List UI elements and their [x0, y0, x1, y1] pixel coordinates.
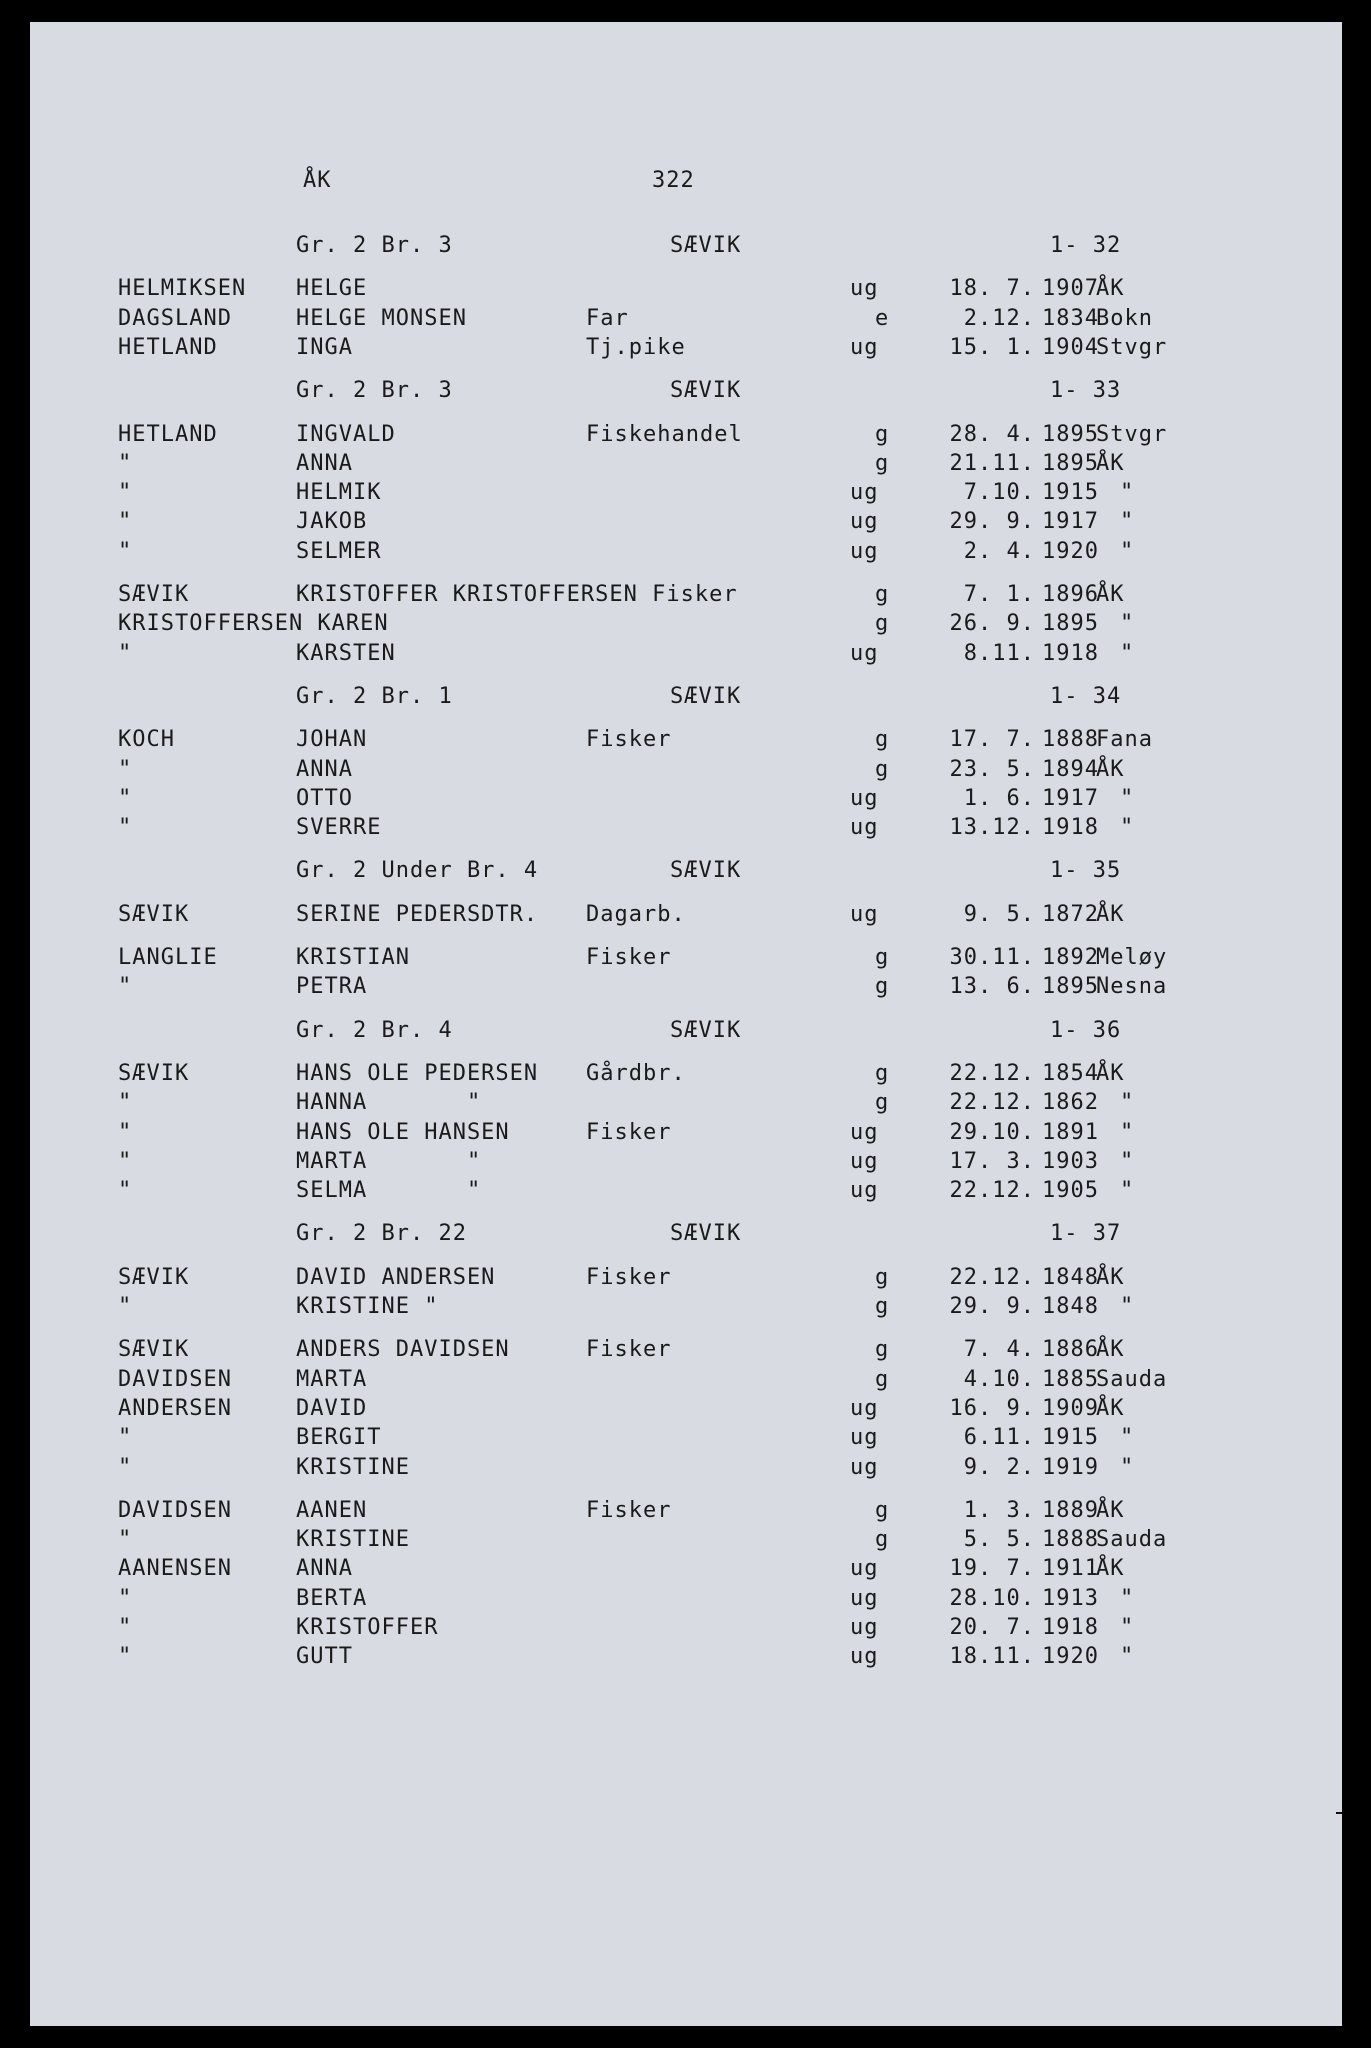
census-page	[30, 22, 1342, 2026]
person-row	[30, 1643, 1342, 1671]
birth-year: 1885	[1042, 1366, 1099, 1392]
birth-date: 15. 1.	[949, 334, 1035, 360]
birth-date: 17. 3.	[949, 1148, 1035, 1174]
marital-status: ug	[850, 785, 879, 811]
given-name: SELMA "	[296, 1178, 482, 1204]
marital-status: g	[875, 1337, 890, 1363]
surname: "	[118, 450, 133, 476]
person-row	[30, 1614, 1342, 1642]
surname: "	[118, 1454, 133, 1480]
surname: "	[118, 1119, 133, 1145]
section-ref: 1- 36	[1050, 1017, 1122, 1043]
occupation: Far	[586, 305, 629, 331]
birth-date: 13.12.	[949, 815, 1035, 841]
given-name: ANNA	[296, 1556, 353, 1582]
birth-place: ÅK	[1096, 1060, 1125, 1086]
person-row	[30, 1177, 1342, 1205]
birth-year: 1915	[1042, 480, 1099, 506]
given-name: HELMIK	[296, 480, 382, 506]
birth-place: Stvgr	[1096, 334, 1168, 360]
marital-status: ug	[850, 1178, 879, 1204]
birth-year: 1848	[1042, 1294, 1099, 1319]
birth-year: 1895	[1042, 450, 1099, 476]
marital-status: g	[875, 611, 890, 637]
surname: "	[118, 1148, 133, 1174]
given-name: KRISTINE	[296, 1454, 410, 1480]
given-name: HANS OLE HANSEN	[296, 1119, 510, 1145]
person-row	[30, 1293, 1342, 1321]
surname: "	[118, 815, 133, 841]
occupation: Dagarb.	[586, 901, 686, 927]
birth-date: 2.12.	[963, 305, 1035, 331]
birth-place: ÅK	[1096, 276, 1125, 302]
birth-date: 1. 6.	[963, 785, 1035, 811]
birth-place: ÅK	[1096, 1556, 1125, 1582]
surname: SÆVIK	[118, 582, 190, 607]
birth-place: Stvgr	[1096, 421, 1168, 447]
birth-place: ÅK	[1096, 450, 1125, 476]
given-name: BERTA	[296, 1585, 368, 1611]
person-row	[30, 1264, 1342, 1292]
birth-year: 1834	[1042, 305, 1099, 331]
person-row	[30, 814, 1342, 842]
surname: "	[118, 1294, 133, 1319]
birth-date: 22.12.	[949, 1090, 1035, 1116]
birth-year: 1918	[1042, 640, 1099, 666]
section-heading	[30, 377, 1342, 405]
section-ref: 1- 32	[1050, 233, 1122, 258]
surname: "	[118, 509, 133, 535]
birth-year: 1915	[1042, 1425, 1099, 1451]
person-row	[30, 334, 1342, 362]
given-name: HANS OLE PEDERSEN	[296, 1060, 539, 1086]
marital-status: ug	[850, 1425, 879, 1451]
given-name: ANDERS DAVIDSEN	[296, 1337, 510, 1363]
section-group: Gr. 2 Br. 3	[296, 378, 453, 404]
marital-status: ug	[850, 1615, 879, 1640]
birth-year: 1918	[1042, 815, 1099, 841]
section-group: Gr. 2 Br. 4	[296, 1017, 453, 1043]
birth-year: 1917	[1042, 785, 1099, 811]
birth-year: 1904	[1042, 334, 1099, 360]
given-name: ANNA	[296, 450, 353, 476]
given-name: MARTA "	[296, 1148, 482, 1174]
surname: "	[118, 480, 133, 506]
birth-date: 17. 7.	[949, 727, 1035, 753]
birth-year: 1913	[1042, 1585, 1099, 1611]
person-row	[30, 581, 1342, 609]
birth-year: 1862	[1042, 1090, 1099, 1116]
birth-year: 1918	[1042, 1615, 1099, 1640]
surname: "	[118, 1644, 133, 1670]
birth-date: 7. 1.	[963, 582, 1035, 607]
person-row	[30, 508, 1342, 536]
section-group: Gr. 2 Br. 3	[296, 233, 453, 258]
section-place: SÆVIK	[670, 858, 742, 884]
header-left: ÅK	[303, 168, 332, 193]
section-heading	[30, 1220, 1342, 1248]
birth-date: 29. 9.	[949, 509, 1035, 535]
person-row	[30, 305, 1342, 333]
marital-status: g	[875, 1497, 890, 1523]
person-row	[30, 756, 1342, 784]
birth-place: Meløy	[1096, 945, 1168, 970]
given-name: KRISTOFFER KRISTOFFERSEN Fisker	[296, 582, 738, 607]
marital-status: ug	[850, 538, 879, 564]
given-name: JAKOB	[296, 509, 368, 535]
marital-status: g	[875, 450, 890, 476]
person-row	[30, 1366, 1342, 1394]
birth-date: 26. 9.	[949, 611, 1035, 637]
birth-date: 2. 4.	[963, 538, 1035, 564]
person-row	[30, 538, 1342, 566]
given-name: HELGE MONSEN	[296, 305, 467, 331]
birth-date: 21.11.	[949, 450, 1035, 476]
birth-date: 30.11.	[949, 945, 1035, 970]
given-name: SVERRE	[296, 815, 382, 841]
birth-place: "	[1120, 538, 1135, 564]
surname: "	[118, 1090, 133, 1116]
birth-date: 20. 7.	[949, 1615, 1035, 1640]
section-group: Gr. 2 Under Br. 4	[296, 858, 539, 884]
given-name: KRISTOFFER	[296, 1615, 439, 1640]
surname: HETLAND	[118, 421, 218, 447]
birth-year: 1920	[1042, 1644, 1099, 1670]
birth-year: 1895	[1042, 611, 1099, 637]
surname: "	[118, 538, 133, 564]
marital-status: ug	[850, 1556, 879, 1582]
birth-date: 22.12.	[949, 1178, 1035, 1204]
birth-place: Sauda	[1096, 1366, 1168, 1392]
surname: LANGLIE	[118, 945, 218, 970]
birth-date: 18.11.	[949, 1644, 1035, 1670]
person-row	[30, 1424, 1342, 1452]
birth-place: "	[1120, 1615, 1135, 1640]
page-number: 322	[652, 168, 695, 193]
surname: KOCH	[118, 727, 175, 753]
marital-status: ug	[850, 480, 879, 506]
page-header	[30, 167, 1342, 195]
birth-year: 1903	[1042, 1148, 1099, 1174]
given-name: HANNA "	[296, 1090, 482, 1116]
birth-date: 29. 9.	[949, 1294, 1035, 1319]
birth-year: 1892	[1042, 945, 1099, 970]
surname: ANDERSEN	[118, 1395, 232, 1421]
marital-status: ug	[850, 1395, 879, 1421]
section-heading	[30, 232, 1342, 260]
birth-date: 22.12.	[949, 1264, 1035, 1290]
birth-year: 1854	[1042, 1060, 1099, 1086]
given-name: DAVID	[296, 1395, 368, 1421]
person-row	[30, 901, 1342, 929]
section-place: SÆVIK	[670, 1221, 742, 1247]
person-row	[30, 1148, 1342, 1176]
occupation: Fisker	[586, 1119, 672, 1145]
birth-date: 5. 5.	[963, 1527, 1035, 1553]
surname: DAVIDSEN	[118, 1497, 232, 1523]
surname: SÆVIK	[118, 901, 190, 927]
person-row	[30, 944, 1342, 972]
birth-place: "	[1120, 1454, 1135, 1480]
given-name: KRISTINE "	[296, 1294, 439, 1319]
birth-year: 1895	[1042, 974, 1099, 1000]
surname: DAVIDSEN	[118, 1366, 232, 1392]
occupation: Fiskehandel	[586, 421, 743, 447]
section-ref: 1- 33	[1050, 378, 1122, 404]
marital-status: g	[875, 421, 890, 447]
given-name: BERGIT	[296, 1425, 382, 1451]
birth-place: Bokn	[1096, 305, 1153, 331]
marital-status: ug	[850, 901, 879, 927]
surname: "	[118, 756, 133, 782]
person-row	[30, 1526, 1342, 1554]
birth-date: 6.11.	[963, 1425, 1035, 1451]
occupation: Tj.pike	[586, 334, 686, 360]
marital-status: e	[875, 305, 890, 331]
given-name: ANNA	[296, 756, 353, 782]
person-row	[30, 479, 1342, 507]
birth-place: Fana	[1096, 727, 1153, 753]
birth-date: 16. 9.	[949, 1395, 1035, 1421]
surname: KRISTOFFERSEN KAREN	[118, 611, 389, 637]
marital-status: g	[875, 1366, 890, 1392]
section-heading	[30, 683, 1342, 711]
birth-year: 1888	[1042, 727, 1099, 753]
person-row	[30, 640, 1342, 668]
birth-date: 19. 7.	[949, 1556, 1035, 1582]
section-ref: 1- 34	[1050, 683, 1122, 709]
person-row	[30, 1555, 1342, 1583]
marital-status: ug	[850, 1585, 879, 1611]
birth-place: ÅK	[1096, 582, 1125, 607]
birth-date: 1. 3.	[963, 1497, 1035, 1523]
section-place: SÆVIK	[670, 233, 742, 258]
birth-year: 1911	[1042, 1556, 1099, 1582]
surname: "	[118, 1585, 133, 1611]
birth-place: "	[1120, 1294, 1135, 1319]
marital-status: g	[875, 1294, 890, 1319]
occupation: Fisker	[586, 945, 672, 970]
birth-place: "	[1120, 785, 1135, 811]
birth-date: 18. 7.	[949, 276, 1035, 302]
birth-year: 1895	[1042, 421, 1099, 447]
surname: "	[118, 1425, 133, 1451]
person-row	[30, 1497, 1342, 1525]
birth-year: 1919	[1042, 1454, 1099, 1480]
birth-place: ÅK	[1096, 901, 1125, 927]
person-row	[30, 450, 1342, 478]
birth-place: "	[1120, 611, 1135, 637]
surname: "	[118, 1527, 133, 1553]
marital-status: g	[875, 1060, 890, 1086]
occupation: Fisker	[586, 1264, 672, 1290]
birth-place: "	[1120, 509, 1135, 535]
person-row	[30, 421, 1342, 449]
birth-place: "	[1120, 640, 1135, 666]
birth-place: "	[1120, 1090, 1135, 1116]
birth-date: 9. 5.	[963, 901, 1035, 927]
given-name: HELGE	[296, 276, 368, 302]
edge-mark	[1336, 1812, 1342, 1814]
given-name: KRISTINE	[296, 1527, 410, 1553]
birth-year: 1891	[1042, 1119, 1099, 1145]
surname: "	[118, 974, 133, 1000]
birth-place: "	[1120, 480, 1135, 506]
birth-year: 1894	[1042, 756, 1099, 782]
person-row	[30, 1119, 1342, 1147]
given-name: AANEN	[296, 1497, 368, 1523]
surname: HETLAND	[118, 334, 218, 360]
surname: SÆVIK	[118, 1264, 190, 1290]
birth-place: ÅK	[1096, 1337, 1125, 1363]
given-name: SELMER	[296, 538, 382, 564]
birth-date: 29.10.	[949, 1119, 1035, 1145]
given-name: OTTO	[296, 785, 353, 811]
marital-status: ug	[850, 1644, 879, 1670]
birth-date: 4.10.	[963, 1366, 1035, 1392]
birth-year: 1909	[1042, 1395, 1099, 1421]
marital-status: g	[875, 1090, 890, 1116]
birth-place: "	[1120, 815, 1135, 841]
occupation: Gårdbr.	[586, 1060, 686, 1086]
given-name: INGVALD	[296, 421, 396, 447]
birth-year: 1888	[1042, 1527, 1099, 1553]
birth-date: 8.11.	[963, 640, 1035, 666]
birth-place: "	[1120, 1425, 1135, 1451]
given-name: SERINE PEDERSDTR.	[296, 901, 539, 927]
birth-place: "	[1120, 1148, 1135, 1174]
birth-year: 1889	[1042, 1497, 1099, 1523]
birth-place: ÅK	[1096, 1264, 1125, 1290]
marital-status: g	[875, 1527, 890, 1553]
marital-status: g	[875, 945, 890, 970]
marital-status: ug	[850, 1148, 879, 1174]
section-heading	[30, 857, 1342, 885]
birth-year: 1872	[1042, 901, 1099, 927]
birth-year: 1886	[1042, 1337, 1099, 1363]
section-place: SÆVIK	[670, 378, 742, 404]
birth-year: 1905	[1042, 1178, 1099, 1204]
birth-year: 1920	[1042, 538, 1099, 564]
person-row	[30, 1585, 1342, 1613]
marital-status: ug	[850, 276, 879, 302]
birth-date: 13. 6.	[949, 974, 1035, 1000]
section-ref: 1- 37	[1050, 1221, 1122, 1247]
marital-status: g	[875, 1264, 890, 1290]
person-row	[30, 610, 1342, 638]
section-heading	[30, 1017, 1342, 1045]
occupation: Fisker	[586, 1497, 672, 1523]
given-name: KRISTIAN	[296, 945, 410, 970]
birth-place: "	[1120, 1178, 1135, 1204]
birth-place: "	[1120, 1585, 1135, 1611]
birth-place: ÅK	[1096, 756, 1125, 782]
birth-date: 7.10.	[963, 480, 1035, 506]
given-name: KARSTEN	[296, 640, 396, 666]
birth-year: 1896	[1042, 582, 1099, 607]
section-group: Gr. 2 Br. 22	[296, 1221, 467, 1247]
marital-status: ug	[850, 334, 879, 360]
marital-status: ug	[850, 640, 879, 666]
given-name: GUTT	[296, 1644, 353, 1670]
marital-status: ug	[850, 1454, 879, 1480]
occupation: Fisker	[586, 1337, 672, 1363]
given-name: DAVID ANDERSEN	[296, 1264, 496, 1290]
given-name: INGA	[296, 334, 353, 360]
person-row	[30, 1395, 1342, 1423]
surname: SÆVIK	[118, 1060, 190, 1086]
surname: "	[118, 785, 133, 811]
surname: SÆVIK	[118, 1337, 190, 1363]
person-row	[30, 726, 1342, 754]
person-row	[30, 1060, 1342, 1088]
birth-year: 1848	[1042, 1264, 1099, 1290]
section-place: SÆVIK	[670, 1017, 742, 1043]
surname: "	[118, 1178, 133, 1204]
birth-place: Nesna	[1096, 974, 1168, 1000]
surname: "	[118, 1615, 133, 1640]
section-ref: 1- 35	[1050, 858, 1122, 884]
birth-date: 9. 2.	[963, 1454, 1035, 1480]
occupation: Fisker	[586, 727, 672, 753]
birth-year: 1907	[1042, 276, 1099, 302]
birth-place: ÅK	[1096, 1395, 1125, 1421]
person-row	[30, 1454, 1342, 1482]
marital-status: g	[875, 756, 890, 782]
marital-status: g	[875, 582, 890, 607]
birth-date: 22.12.	[949, 1060, 1035, 1086]
marital-status: g	[875, 974, 890, 1000]
section-place: SÆVIK	[670, 683, 742, 709]
marital-status: ug	[850, 509, 879, 535]
birth-place: Sauda	[1096, 1527, 1168, 1553]
birth-date: 7. 4.	[963, 1337, 1035, 1363]
birth-place: ÅK	[1096, 1497, 1125, 1523]
person-row	[30, 1336, 1342, 1364]
person-row	[30, 973, 1342, 1001]
surname: "	[118, 640, 133, 666]
section-group: Gr. 2 Br. 1	[296, 683, 453, 709]
surname: HELMIKSEN	[118, 276, 247, 302]
person-row	[30, 785, 1342, 813]
birth-place: "	[1120, 1119, 1135, 1145]
birth-date: 28. 4.	[949, 421, 1035, 447]
given-name: MARTA	[296, 1366, 368, 1392]
given-name: PETRA	[296, 974, 368, 1000]
birth-place: "	[1120, 1644, 1135, 1670]
birth-date: 28.10.	[949, 1585, 1035, 1611]
person-row	[30, 1089, 1342, 1117]
marital-status: g	[875, 727, 890, 753]
marital-status: ug	[850, 1119, 879, 1145]
surname: AANENSEN	[118, 1556, 232, 1582]
marital-status: ug	[850, 815, 879, 841]
given-name: JOHAN	[296, 727, 368, 753]
birth-year: 1917	[1042, 509, 1099, 535]
birth-date: 23. 5.	[949, 756, 1035, 782]
surname: DAGSLAND	[118, 305, 232, 331]
person-row	[30, 275, 1342, 303]
